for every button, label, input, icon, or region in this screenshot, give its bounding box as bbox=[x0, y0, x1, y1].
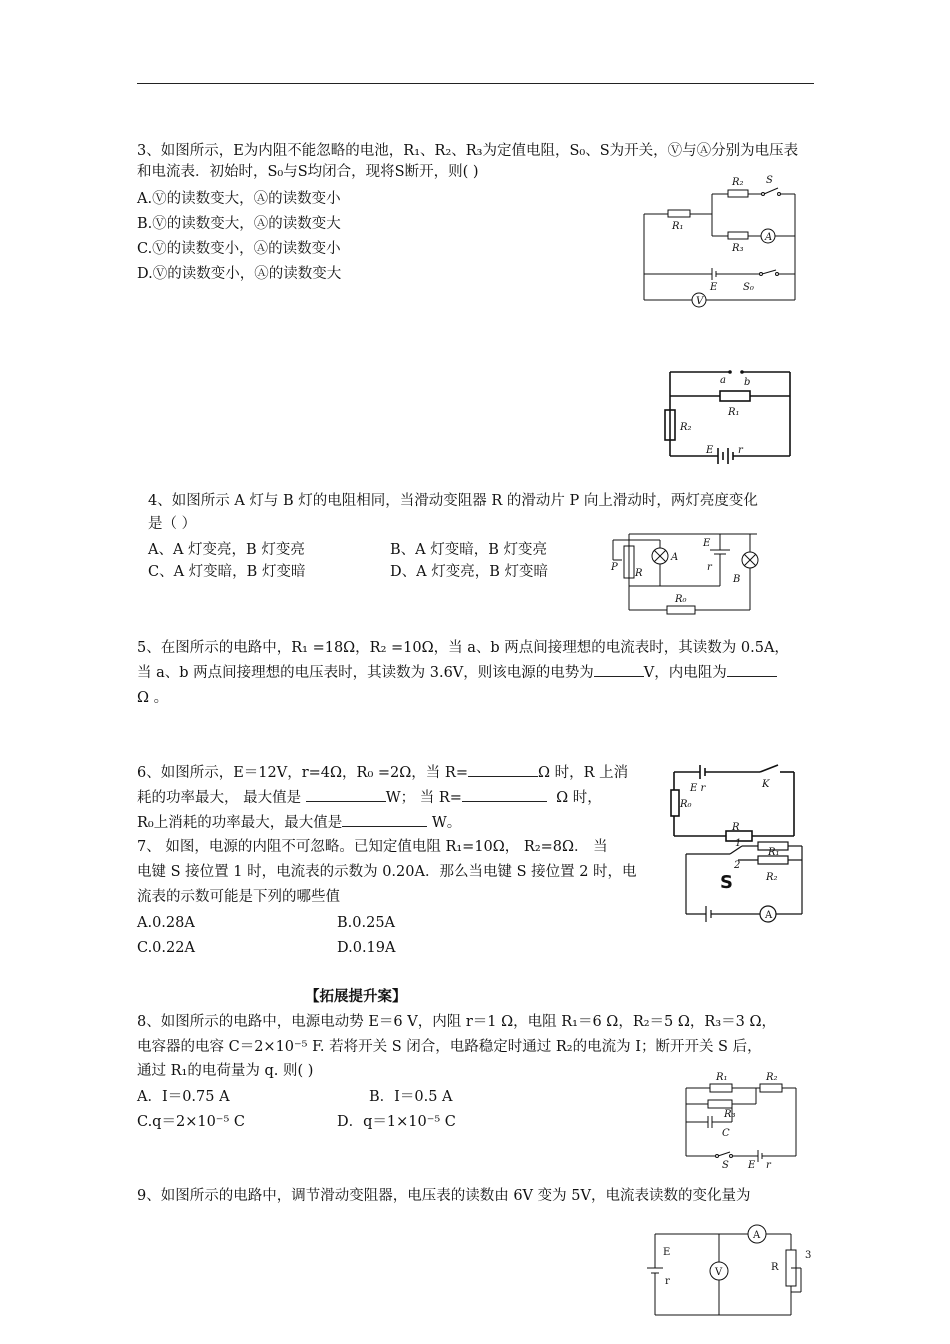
q7-option-a: A.0.28A bbox=[137, 915, 195, 931]
q3-fig-label-s: S bbox=[766, 175, 773, 186]
q4-fig-label-p: P bbox=[611, 562, 618, 573]
q5-fig-label-b: b bbox=[744, 377, 751, 388]
q5-resistance-blank[interactable] bbox=[727, 661, 777, 677]
q4-circuit-diagram bbox=[605, 530, 770, 615]
q6-power-blank-1[interactable] bbox=[306, 786, 386, 802]
q8-fig-label-c: C bbox=[722, 1128, 730, 1139]
q4-fig-label-r0: R₀ bbox=[675, 594, 687, 605]
q3-circuit-diagram bbox=[640, 170, 810, 310]
q5-fig-label-r: r bbox=[738, 445, 743, 456]
q5-line2: 当 a、b 两点间接理想的电压表时，其读数为 3.6V，则该电源的电势为 bbox=[137, 665, 594, 681]
q9-circuit-diagram bbox=[645, 1220, 815, 1320]
q3-fig-label-r2: R₂ bbox=[732, 177, 744, 188]
q9-fig-label-3: 3 bbox=[805, 1250, 812, 1261]
q8-fig-label-r2: R₂ bbox=[766, 1072, 778, 1083]
q6-circuit-diagram bbox=[670, 762, 800, 842]
q6-r-blank-2[interactable] bbox=[462, 786, 547, 802]
q6-fig-label-r0: R₀ bbox=[680, 799, 692, 810]
q3-fig-label-r3: R₃ bbox=[732, 243, 744, 254]
q3-fig-label-r1: R₁ bbox=[672, 221, 684, 232]
q8-fig-label-s: S bbox=[722, 1160, 729, 1171]
q7-option-b: B.0.25A bbox=[337, 915, 396, 931]
q6-power-blank-2[interactable] bbox=[342, 811, 427, 827]
q8-fig-label-r3: R₃ bbox=[724, 1109, 736, 1120]
q5-emf-blank[interactable] bbox=[594, 661, 644, 677]
q5-fig-label-a: a bbox=[720, 375, 726, 386]
q3-fig-voltmeter-label: V bbox=[696, 296, 704, 307]
q8-circuit-diagram bbox=[680, 1070, 805, 1171]
q3-option-b: B.Ⓥ的读数变大，Ⓐ的读数变大 bbox=[137, 216, 341, 232]
q9-fig-voltmeter-label: V bbox=[715, 1267, 723, 1278]
q6-line1a: 6、如图所示，E＝12V，r=4Ω，R₀ =2Ω，当 R= bbox=[137, 765, 468, 781]
q4-option-a: A、A 灯变亮，B 灯变亮 bbox=[148, 542, 305, 558]
q3-option-d: D.Ⓥ的读数变小，Ⓐ的读数变大 bbox=[137, 266, 342, 282]
q4-fig-label-a: A bbox=[671, 552, 679, 563]
q7-option-d: D.0.19A bbox=[337, 940, 396, 956]
q7-fig-ammeter-label: A bbox=[765, 910, 773, 921]
q6-line2a: 耗的功率最大， 最大值是 bbox=[137, 790, 302, 806]
q4-fig-label-r: R bbox=[635, 568, 643, 579]
q7-line3: 流表的示数可能是下列的哪些值 bbox=[137, 889, 340, 905]
q6-line2-wrap bbox=[137, 786, 602, 810]
q3-fig-ammeter-label: A bbox=[765, 232, 773, 243]
q5-fig-label-e: E bbox=[706, 445, 714, 456]
q9-fig-label-r-internal: r bbox=[665, 1276, 670, 1287]
q4-option-b: B、A 灯变暗，B 灯变亮 bbox=[390, 542, 547, 558]
q6-line1b: Ω 时，R 上消 bbox=[537, 765, 629, 781]
q8-fig-label-e: E bbox=[748, 1160, 756, 1171]
q5-unit-ohm: Ω 。 bbox=[137, 690, 169, 706]
q5-fig-label-r2: R₂ bbox=[680, 422, 692, 433]
q4-option-c: C、A 灯变暗，B 灯变暗 bbox=[148, 564, 306, 580]
q4-fig-label-b: B bbox=[733, 574, 741, 585]
q6-line2b: W； 当 R= bbox=[385, 790, 462, 806]
q6-line3b: W。 bbox=[431, 815, 462, 831]
q4-fig-label-r-internal: r bbox=[707, 562, 712, 573]
q8-option-b: B．I＝0.5 A bbox=[369, 1089, 453, 1105]
q6-fig-label-k: K bbox=[762, 779, 770, 790]
q9-line1: 9、如图所示的电路中，调节滑动变阻器，电压表的读数由 6V 变为 5V，电流表读数的变化量为 bbox=[137, 1188, 751, 1204]
q7-line1: 7、 如图，电源的内阻不可忽略。已知定值电阻 R₁=10Ω， R₂=8Ω． 当 bbox=[137, 839, 608, 855]
q3-line2: 和电流表．初始时，S₀与S均闭合，现将S断开，则( ) bbox=[137, 164, 479, 180]
section-title: 【拓展提升案】 bbox=[305, 988, 407, 1005]
q6-r-blank-1[interactable] bbox=[468, 761, 538, 777]
q6-line1-wrap bbox=[137, 761, 628, 785]
q8-option-c: C.q＝2×10⁻⁵ C bbox=[137, 1114, 245, 1130]
q4-fig-label-e: E bbox=[703, 538, 711, 549]
q5-line1: 5、在图所示的电路中，R₁ =18Ω，R₂ =10Ω，当 a、b 两点间接理想的电流表时，其读数为 0.5A， bbox=[137, 640, 789, 656]
q4-line1: 4、如图所示 A 灯与 B 灯的电阻相同，当滑动变阻器 R 的滑动片 P 向上滑动时，两灯亮度变化 bbox=[148, 493, 758, 509]
q8-option-d: D．q＝1×10⁻⁵ C bbox=[337, 1114, 456, 1130]
q8-fig-label-r: r bbox=[766, 1160, 771, 1171]
q6-fig-label-er: E r bbox=[690, 783, 706, 794]
q4-option-d: D、A 灯变亮，B 灯变暗 bbox=[390, 564, 548, 580]
q6-line3-wrap bbox=[137, 811, 461, 835]
q7-fig-label-r2: R₂ bbox=[766, 872, 778, 883]
q7-circuit-diagram bbox=[680, 838, 810, 920]
q6-fig-label-r: R bbox=[732, 822, 740, 833]
q3-option-a: A.Ⓥ的读数变大，Ⓐ的读数变小 bbox=[137, 191, 341, 207]
q7-option-c: C.0.22A bbox=[137, 940, 195, 956]
q4-line2: 是（ ） bbox=[148, 516, 197, 532]
q8-line3: 通过 R₁的电荷量为 q. 则( ) bbox=[137, 1063, 314, 1079]
q3-fig-label-s0: S₀ bbox=[743, 282, 754, 293]
q3-line1: 3、如图所示，E为内阻不能忽略的电池，R₁、R₂、R₃为定值电阻，S₀、S为开关，Ⓥ与Ⓐ分别为电压表 bbox=[137, 143, 799, 159]
q7-line2: 电键 S 接位置 1 时，电流表的示数为 0.20A．那么当电键 S 接位置 2 时，电 bbox=[137, 864, 637, 880]
q6-line3a: R₀上消耗的功率最大，最大值是 bbox=[137, 815, 343, 831]
q8-fig-label-r1: R₁ bbox=[716, 1072, 728, 1083]
q9-fig-ammeter-label: A bbox=[753, 1230, 761, 1241]
q3-fig-label-e: E bbox=[710, 282, 718, 293]
q7-fig-label-2: 2 bbox=[734, 860, 741, 871]
q7-fig-label-s: S bbox=[720, 872, 733, 893]
q8-line1: 8、如图所示的电路中，电源电动势 E＝6 V，内阻 r＝1 Ω，电阻 R₁＝6 Ω，R₂＝5 Ω，R₃＝3 Ω， bbox=[137, 1014, 776, 1030]
q5-unit-v: V，内电阻为 bbox=[643, 665, 727, 681]
q7-fig-label-1: 1 bbox=[735, 838, 742, 849]
q3-option-c: C.Ⓥ的读数变小，Ⓐ的读数变小 bbox=[137, 241, 341, 257]
q5-line2-wrap bbox=[137, 661, 777, 685]
q5-fig-label-r1: R₁ bbox=[728, 407, 740, 418]
q9-fig-label-e: E bbox=[663, 1247, 671, 1258]
q8-line2: 电容器的电容 C＝2×10⁻⁵ F. 若将开关 S 闭合，电路稳定时通过 R₂的电流为 I；断开开关 S 后， bbox=[137, 1039, 762, 1055]
q8-option-a: A．I＝0.75 A bbox=[137, 1089, 230, 1105]
q9-fig-label-r: R bbox=[771, 1262, 779, 1273]
top-rule bbox=[137, 83, 814, 84]
q6-line2c: Ω 时， bbox=[556, 790, 602, 806]
q7-fig-label-r1: R₁ bbox=[768, 847, 780, 858]
q5-circuit-diagram bbox=[660, 368, 800, 463]
